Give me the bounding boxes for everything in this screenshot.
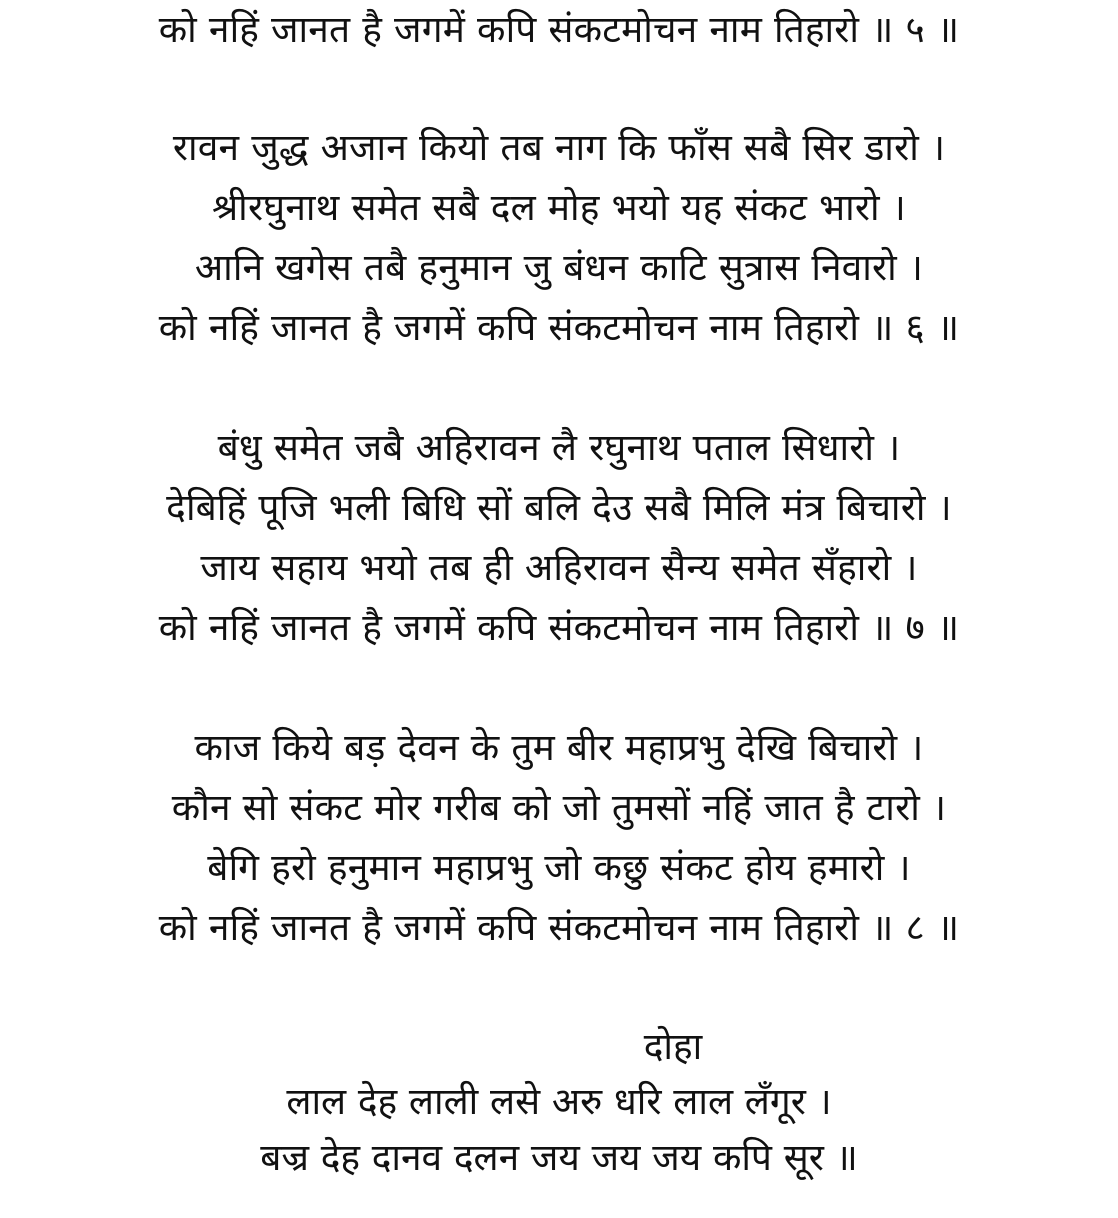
stanza-5 bbox=[0, 0, 1118, 60]
stanza-8-refrain-line: को नहिं जानत है जगमें कपि संकटमोचन नाम तिहारो ॥ ८ ॥ bbox=[158, 906, 960, 949]
stanza-6-line-3: आनि खगेस तबै हनुमान जु बंधन काटि सुत्रास निवारो । bbox=[194, 246, 924, 289]
stanza-7 bbox=[0, 418, 1118, 658]
doha-heading: दोहा bbox=[643, 1025, 703, 1068]
stanza-7-line-3: जाय सहाय भयो तब ही अहिरावन सैन्य समेत सँहारो । bbox=[200, 546, 918, 589]
stanza-6 bbox=[0, 118, 1118, 358]
doha-line-1: लाल देह लाली लसे अरु धरि लाल लँगूर । bbox=[286, 1080, 832, 1123]
stanza-6-refrain-line: को नहिं जानत है जगमें कपि संकटमोचन नाम तिहारो ॥ ६ ॥ bbox=[158, 306, 960, 349]
stanza-8 bbox=[0, 718, 1118, 958]
stanza-7-refrain-line: को नहिं जानत है जगमें कपि संकटमोचन नाम तिहारो ॥ ७ ॥ bbox=[158, 606, 960, 649]
stanza-6-line-2: श्रीरघुनाथ समेत सबै दल मोह भयो यह संकट भारो । bbox=[211, 186, 907, 229]
stanza-7-line-1: बंधु समेत जबै अहिरावन लै रघुनाथ पताल सिधारो । bbox=[217, 426, 901, 469]
doha-block bbox=[0, 1020, 1118, 1186]
stanza-8-line-2: कौन सो संकट मोर गरीब को जो तुमसों नहिं जात है टारो । bbox=[171, 786, 947, 829]
stanza-5-refrain-line: को नहिं जानत है जगमें कपि संकटमोचन नाम तिहारो ॥ ५ ॥ bbox=[158, 8, 960, 51]
doha-line-2: बज्र देह दानव दलन जय जय जय कपि सूर ॥ bbox=[260, 1136, 858, 1179]
stanza-8-line-1: काज किये बड़ देवन के तुम बीर महाप्रभु देखि बिचारो । bbox=[194, 726, 924, 769]
stanza-6-line-1: रावन जुद्ध अजान कियो तब नाग कि फाँस सबै सिर डारो । bbox=[172, 126, 946, 169]
stanza-7-line-2: देबिहिं पूजि भली बिधि सों बलि देउ सबै मिलि मंत्र बिचारो । bbox=[166, 486, 952, 529]
stanza-8-line-3: बेगि हरो हनुमान महाप्रभु जो कछु संकट होय हमारो । bbox=[207, 846, 911, 889]
